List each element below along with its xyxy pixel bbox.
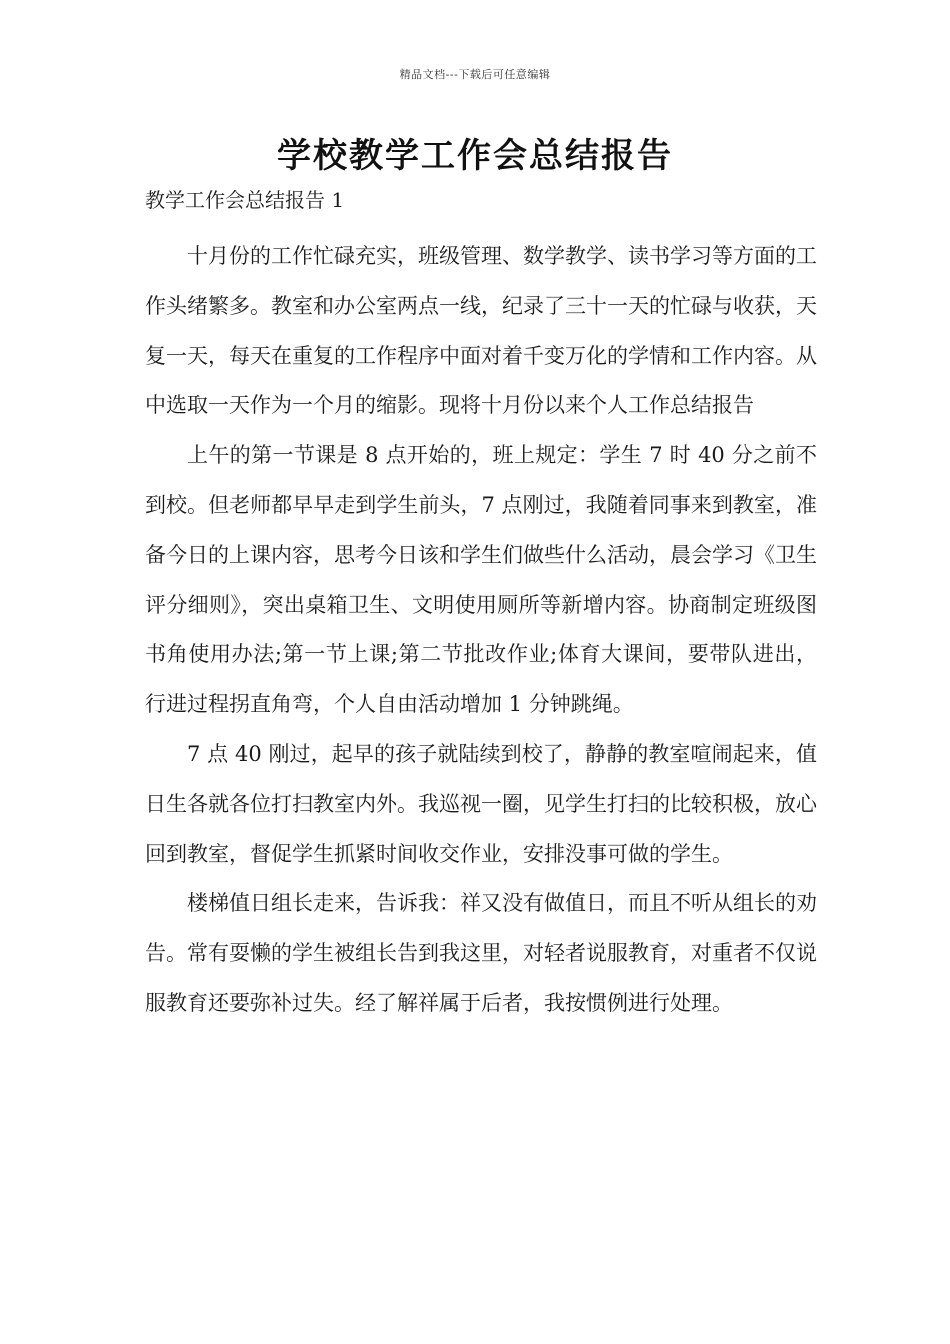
paragraph: 7 点 40 刚过，起早的孩子就陆续到校了，静静的教室喧闹起来，值日生各就各位打扫教室内外。我巡视一圈，见学生打扫的比较积极，放心回到教室，督促学生抓紧时间收交作业，安排没事可做的学生。 bbox=[145, 741, 817, 866]
document-subtitle: 教学工作会总结报告 1 bbox=[145, 188, 345, 212]
paragraph: 十月份的工作忙碌充实，班级管理、数学教学、读书学习等方面的工作头绪繁多。教室和办公室两点一线，纪录了三十一天的忙碌与收获，天复一天，每天在重复的工作程序中面对着千变万化的学情和工作内容。从中选取一天作为一个月的缩影。现将十月份以来个人工作总结报告 bbox=[145, 244, 817, 418]
header-note: 精品文档---下载后可任意编辑 bbox=[399, 68, 551, 81]
document-title: 学校教学工作会总结报告 bbox=[277, 136, 673, 176]
paragraph: 楼梯值日组长走来，告诉我：祥又没有做值日，而且不听从组长的劝告。常有耍懒的学生被组长告到我这里，对轻者说服教育，对重者不仅说服教育还要弥补过失。经了解祥属于后者，我按惯例进行处理。 bbox=[145, 891, 817, 1015]
paragraph: 上午的第一节课是 8 点开始的，班上规定：学生 7 时 40 分之前不到校。但老师都早早走到学生前头，7 点刚过，我随着同事来到教室，准备今日的上课内容，思考今日该和学生们做些什么活动，晨会学习《卫生评分细则》，突出桌箱卫生、文明使用厕所等新增内容。协商制定班级图书角使用办法;第一节上课;第二节批改作业;体育大课间，要带队进出，行进过程拐直角弯，个人自由活动增加 1 分钟跳绳。 bbox=[145, 443, 817, 717]
document-body bbox=[145, 232, 817, 1029]
